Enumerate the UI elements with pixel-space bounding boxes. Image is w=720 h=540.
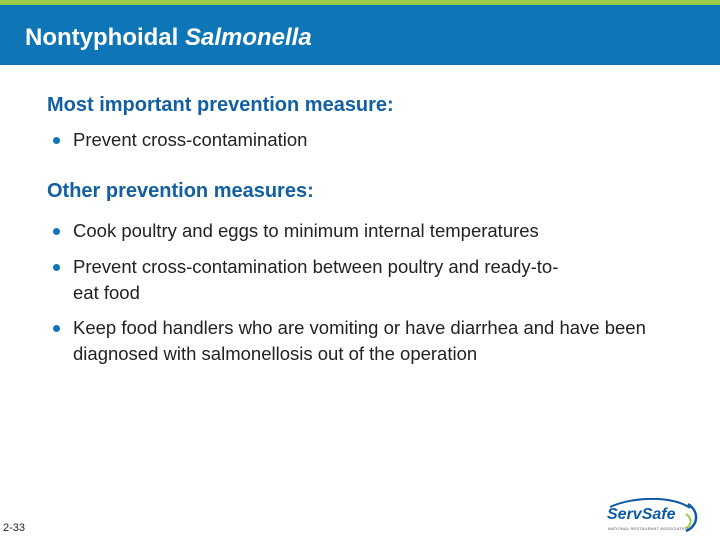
- other-bullet-text: Prevent cross-contamination between poultry and ready-to-eat food: [73, 256, 559, 303]
- bullet-icon: [53, 325, 60, 332]
- primary-bullet-item: [53, 127, 673, 153]
- title-bar: [0, 5, 720, 65]
- servsafe-logo: [604, 498, 702, 534]
- logo-tagline: NATIONAL RESTAURANT ASSOCIATION: [608, 526, 690, 531]
- slide-number: 2-33: [3, 522, 26, 534]
- other-bullet-item: [53, 218, 673, 244]
- other-measures-heading: Other prevention measures:: [47, 180, 314, 202]
- bullet-icon: [53, 137, 60, 144]
- slide-title: [25, 24, 312, 52]
- slide-title-italic: Salmonella: [184, 24, 312, 51]
- bullet-icon: [53, 228, 60, 235]
- bullet-icon: [53, 264, 60, 271]
- other-bullet-text: Cook poultry and eggs to minimum internal temperatures: [73, 220, 539, 241]
- other-bullet-item: [53, 315, 673, 367]
- other-bullet-item: [53, 254, 573, 306]
- primary-bullet-text: Prevent cross-contamination: [73, 129, 308, 150]
- slide-title-plain: Nontyphoidal: [25, 24, 185, 51]
- logo-wordmark: ServSafe: [607, 506, 676, 523]
- other-bullet-text: Keep food handlers who are vomiting or have diarrhea and have been diagnosed with salmonellosis out of the operation: [73, 317, 646, 364]
- primary-measure-heading: Most important prevention measure:: [47, 94, 394, 116]
